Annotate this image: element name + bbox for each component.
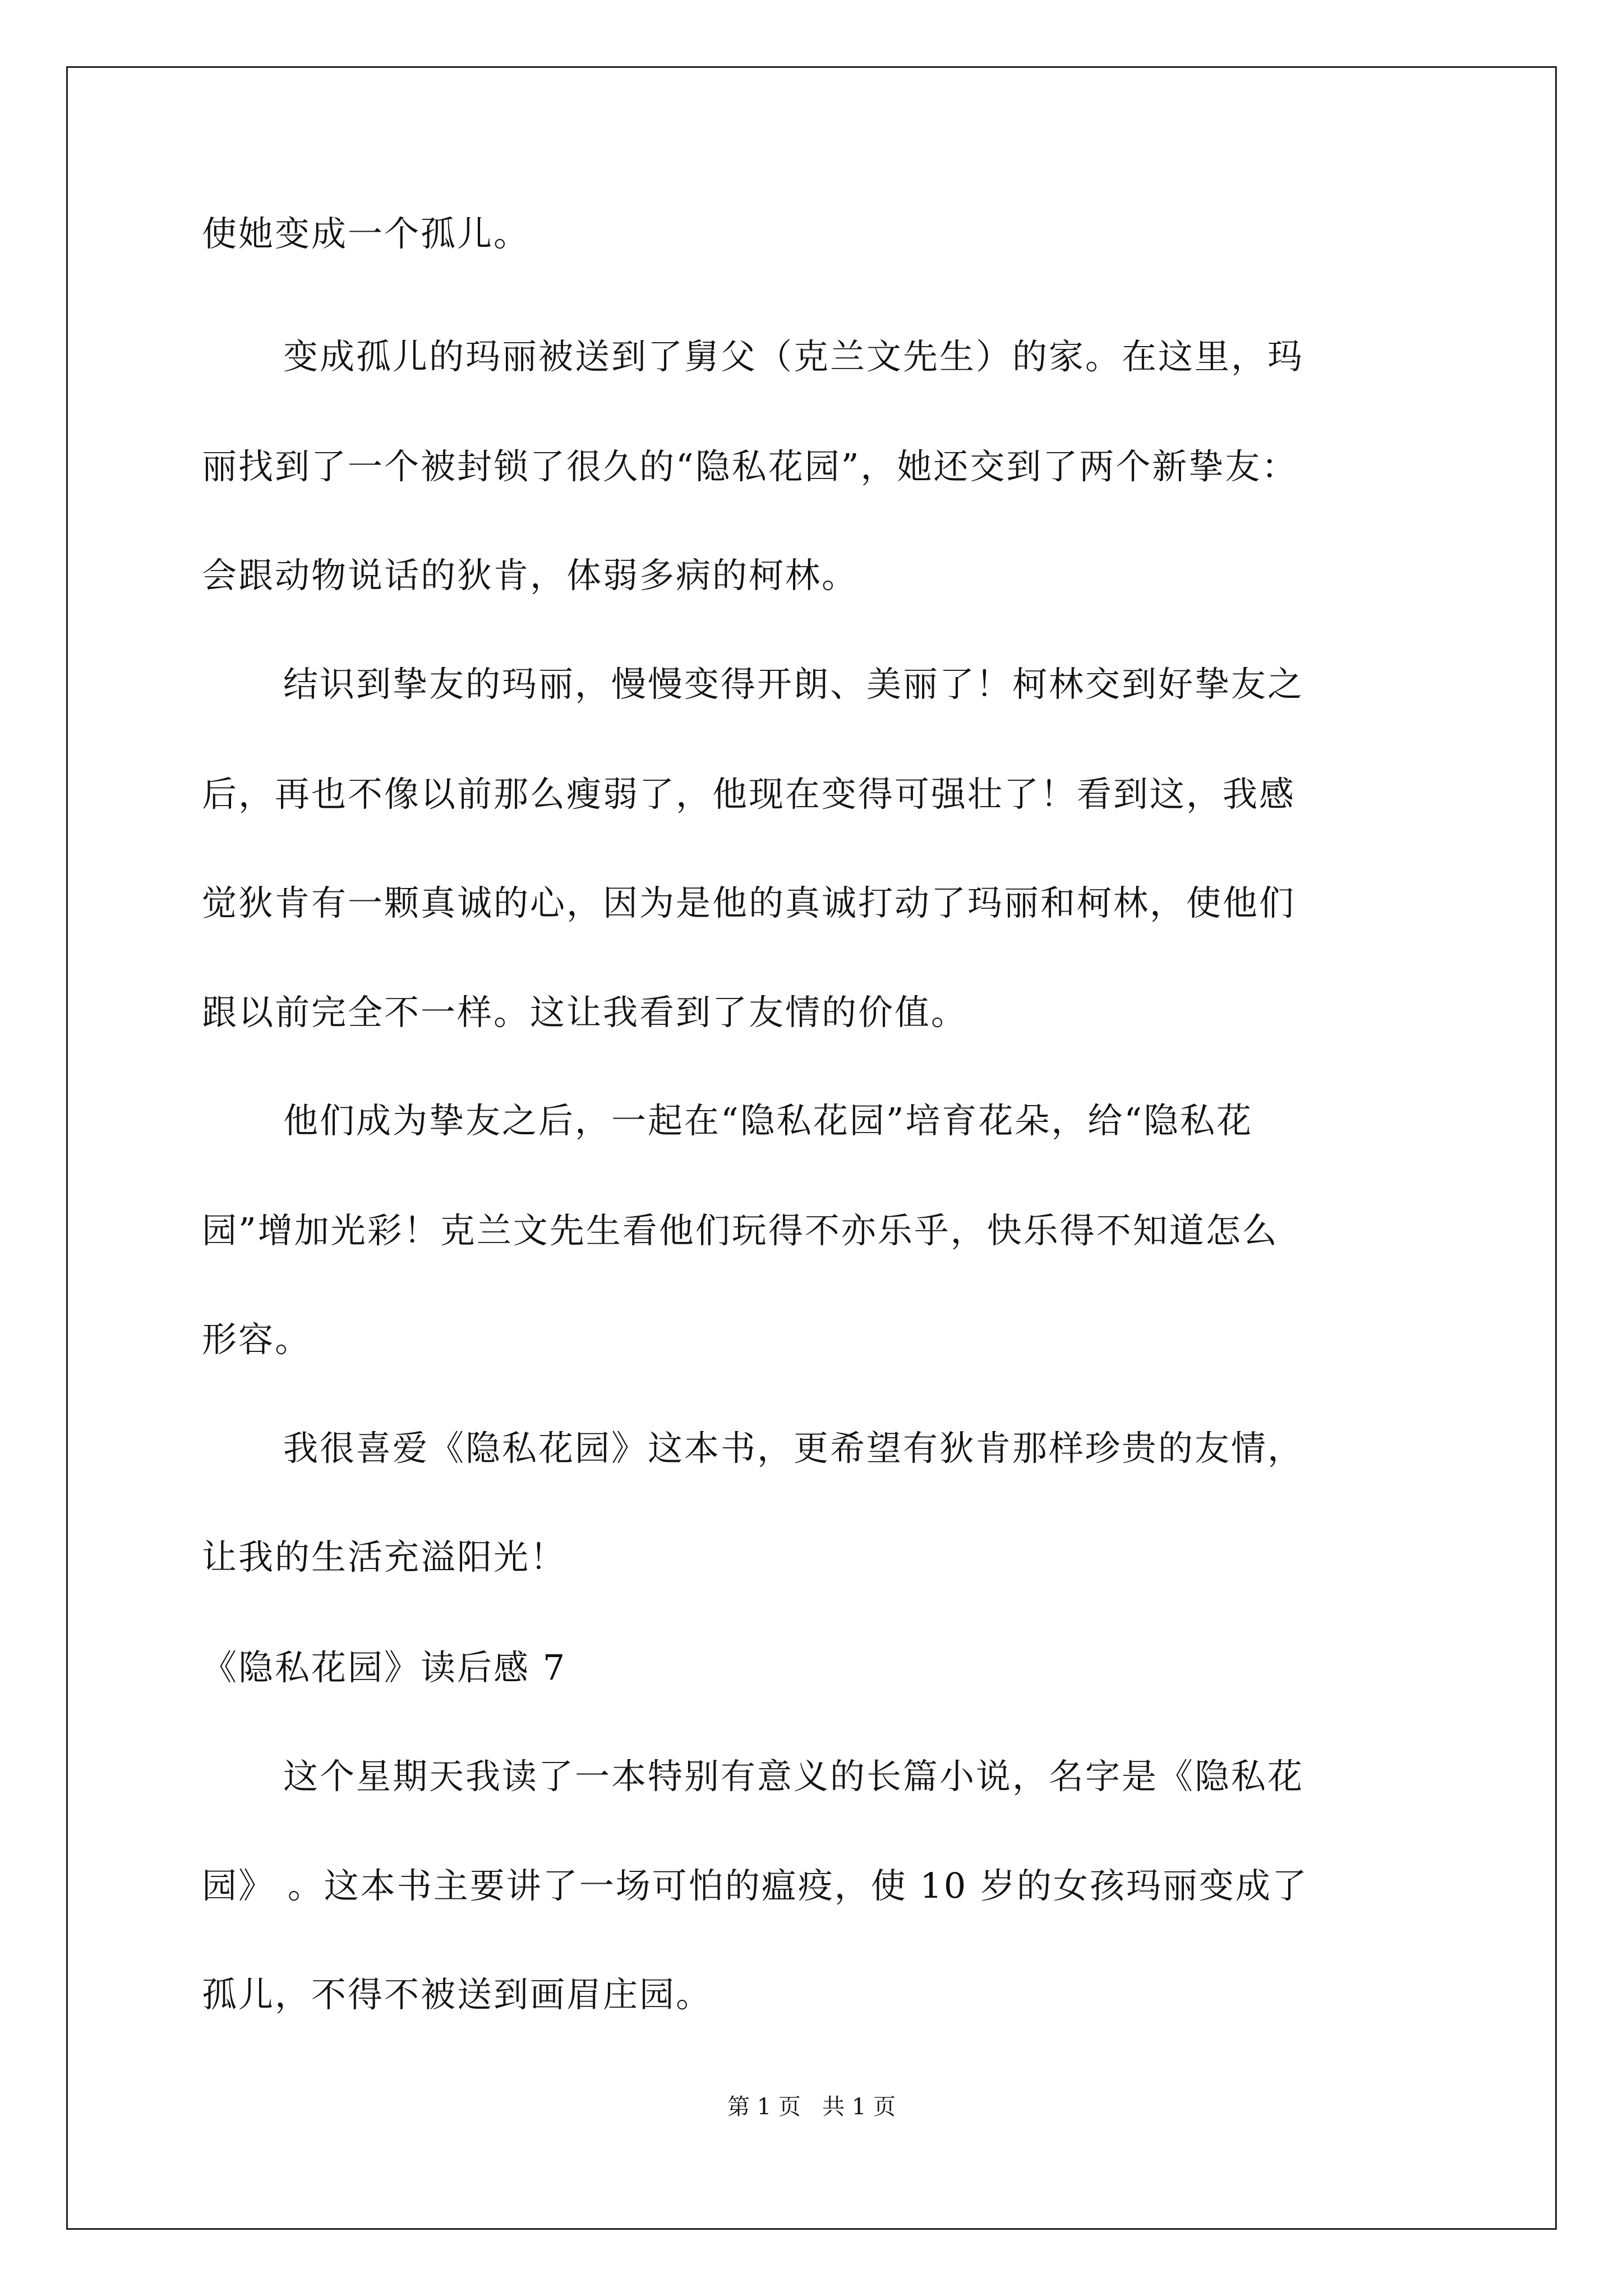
text-line: 丽找到了一个被封锁了很久的“隐私花园”，她还交到了两个新挚友： bbox=[202, 446, 1298, 487]
page-number-footer: 第 1 页 共 1 页 bbox=[727, 2094, 896, 2120]
text-line: 使她变成一个孤儿。 bbox=[202, 213, 531, 254]
paragraph-line: 我很喜爱《隐私花园》这本书，更希望有狄肯那样珍贵的友情， bbox=[283, 1428, 1304, 1469]
text-line: 园”增加光彩！克兰文先生看他们玩得不亦乐乎，快乐得不知道怎么 bbox=[202, 1210, 1279, 1251]
paragraph-line: 变成孤儿的玛丽被送到了舅父（克兰文先生）的家。在这里，玛 bbox=[283, 336, 1304, 377]
text-line: 觉狄肯有一颗真诚的心，因为是他的真诚打动了玛丽和柯林，使他们 bbox=[202, 882, 1296, 923]
text-line: 后，再也不像以前那么瘦弱了，他现在变得可强壮了！看到这，我感 bbox=[202, 774, 1296, 815]
paragraph-line: 他们成为挚友之后，一起在“隐私花园”培育花朵，给“隐私花 bbox=[283, 1100, 1253, 1141]
text-line: 形容。 bbox=[202, 1319, 312, 1360]
paragraph-line: 结识到挚友的玛丽，慢慢变得开朗、美丽了！柯林交到好挚友之 bbox=[283, 664, 1304, 705]
text-line: 孤儿，不得不被送到画眉庄园。 bbox=[202, 1974, 713, 2015]
text-line: 会跟动物说话的狄肯，体弱多病的柯林。 bbox=[202, 555, 859, 596]
text-line: 跟以前完全不一样。这让我看到了友情的价值。 bbox=[202, 992, 968, 1033]
section-heading: 《隐私花园》读后感 7 bbox=[202, 1647, 567, 1688]
text-line: 让我的生活充溢阳光！ bbox=[202, 1536, 567, 1577]
text-line: 园》 。这本书主要讲了一场可怕的瘟疫，使 10 岁的女孩玛丽变成了 bbox=[202, 1865, 1309, 1906]
paragraph-line: 这个星期天我读了一本特别有意义的长篇小说，名字是《隐私花 bbox=[283, 1756, 1304, 1797]
